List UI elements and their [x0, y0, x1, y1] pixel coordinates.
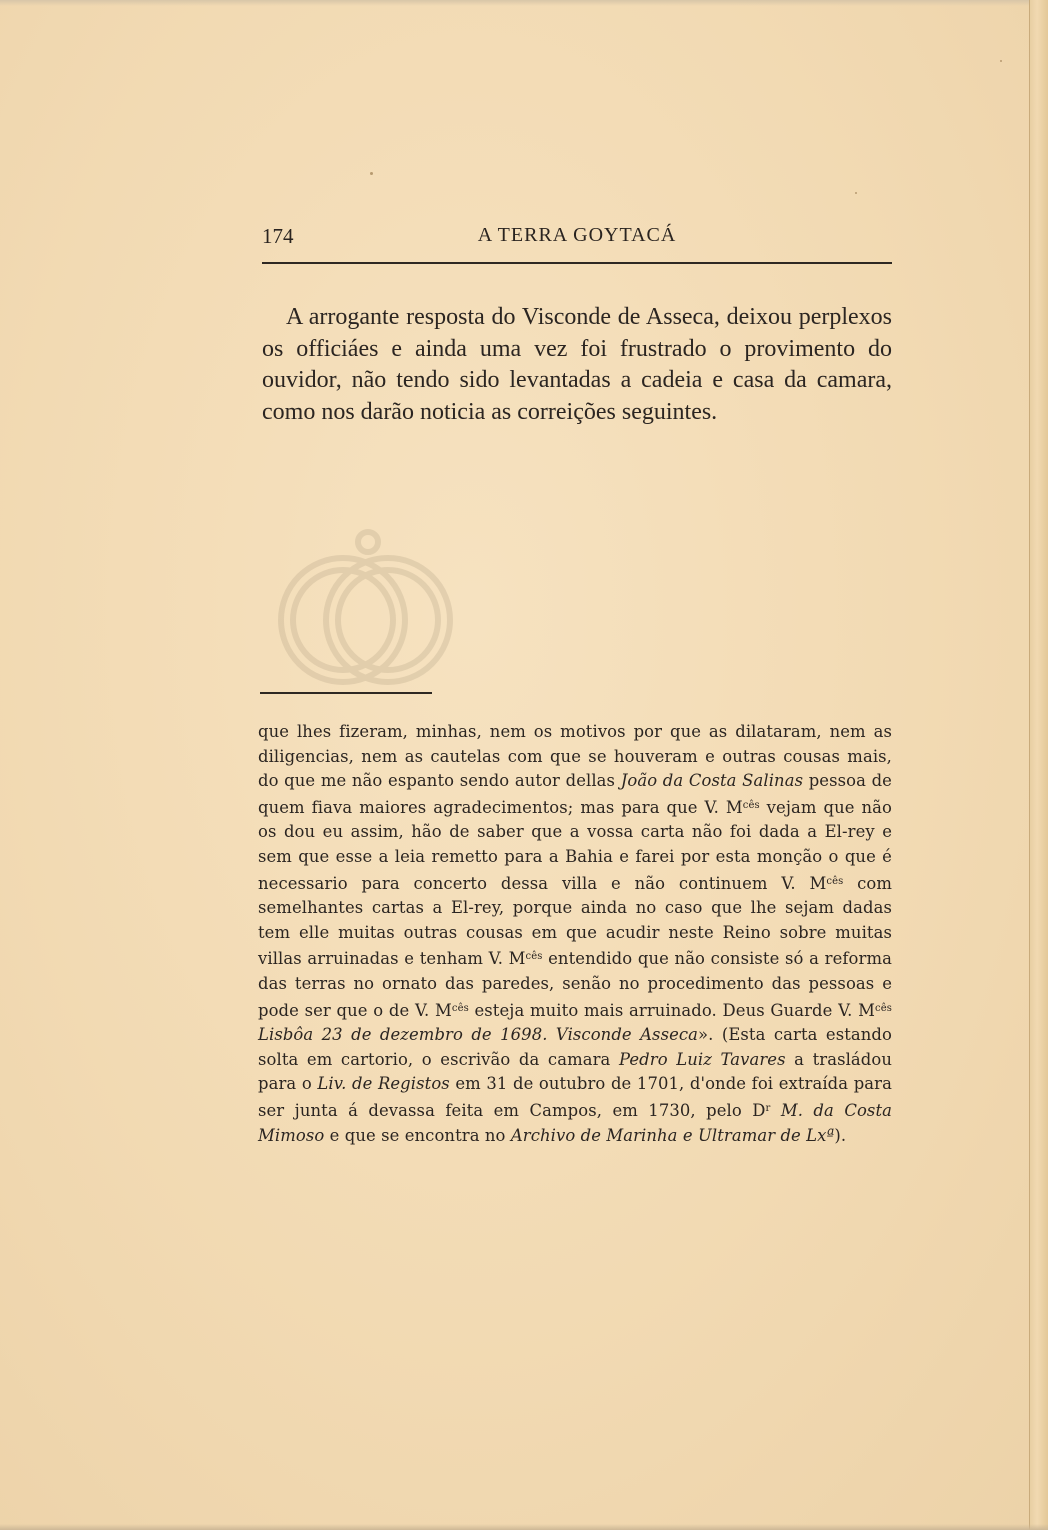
page-header — [262, 224, 892, 254]
footnote-segment: cês — [525, 951, 543, 963]
footnote-segment: M. da Costa Mimoso — [258, 1100, 892, 1145]
footnote-segment — [770, 1101, 780, 1120]
footnote-segment: em 31 de outubro de 1701, d'onde foi extraída para ser junta á devassa feita em Campos, em 1730, pelo D — [258, 1074, 892, 1120]
footnote-segment: João da Costa Salinas — [620, 771, 804, 791]
footnote-segment: a trasládou para o — [258, 1049, 893, 1094]
running-title: A TERRA GOYTACÁ — [477, 224, 677, 246]
footnote-segment: ). — [834, 1125, 847, 1145]
paper-speck — [1000, 60, 1002, 62]
paper-speck — [855, 192, 857, 194]
footnote-segment: Liv. de Registos — [317, 1074, 450, 1094]
footnote-segment: Lisbôa 23 de dezembro de 1698. Visconde Asseca — [258, 1025, 699, 1045]
footnote-segment: cês — [826, 875, 844, 887]
footnote-segment: vejam que não os dou eu assim, hão de saber que a vossa carta não foi dada a El-rey e sem que esse a leia remetto para a Bahia e farei por esta monção o que é necessario para concerto dessa villa e não continuem V. M — [258, 797, 892, 893]
footnote-rule — [260, 692, 432, 694]
footnote-segment: esteja muito mais arruinado. Deus Guarde V. M — [468, 1000, 876, 1020]
footnote-segment: pessoa de quem fiava maiores agradecimentos; mas para que V. M — [258, 771, 892, 817]
footnote-segment: ». (Esta carta estando solta em cartorio, o escrivão da camara — [258, 1025, 892, 1069]
footnote-segment: cês — [742, 799, 760, 811]
page-top-shadow — [0, 0, 1048, 6]
page-bottom-shadow — [0, 1524, 1048, 1530]
footnote-segment: que lhes fizeram, minhas, nem os motivos por que as dilataram, nem as diligencias, nem as cautelas com que se houveram e outras cousas mais, do que me não espanto sendo autor dellas — [258, 722, 892, 791]
header-rule — [262, 262, 892, 264]
page-edge — [1029, 0, 1048, 1530]
footnote-segment: e que se encontra no — [324, 1125, 511, 1145]
footnote-segment: entendido que não consiste só a reforma das terras no ornato das paredes, senão no procedimento das pessoas e pode ser que o de V. M — [258, 949, 892, 1020]
footnote-segment: cês — [875, 1002, 892, 1014]
footnote-segment: Archivo de Marinha e Ultramar de Lxª — [510, 1125, 835, 1145]
footnote-segment: cês — [451, 1002, 469, 1014]
footnote-text — [258, 720, 892, 1148]
footnote-segment: Pedro Luiz Tavares — [618, 1049, 786, 1069]
paper-speck — [370, 172, 373, 175]
page-number: 174 — [262, 224, 294, 248]
body-paragraph: A arrogante resposta do Visconde de Asseca, deixou perplexos os officiáes e ainda uma vez foi frustrado o provimento do ouvidor, não tendo sido levantadas a cadeia e casa da camara, como nos darão noticia as correições seguintes. — [262, 304, 892, 425]
footnote-segment: com semelhantes cartas a El-rey, porque ainda no caso que lhe sejam dadas tem elle muitas outras cousas em que acudir neste Reino sobre muitas villas arruinadas e tenham V. M — [258, 873, 893, 969]
library-stamp-watermark-icon — [258, 520, 468, 690]
footnote-segment: r — [765, 1102, 771, 1114]
